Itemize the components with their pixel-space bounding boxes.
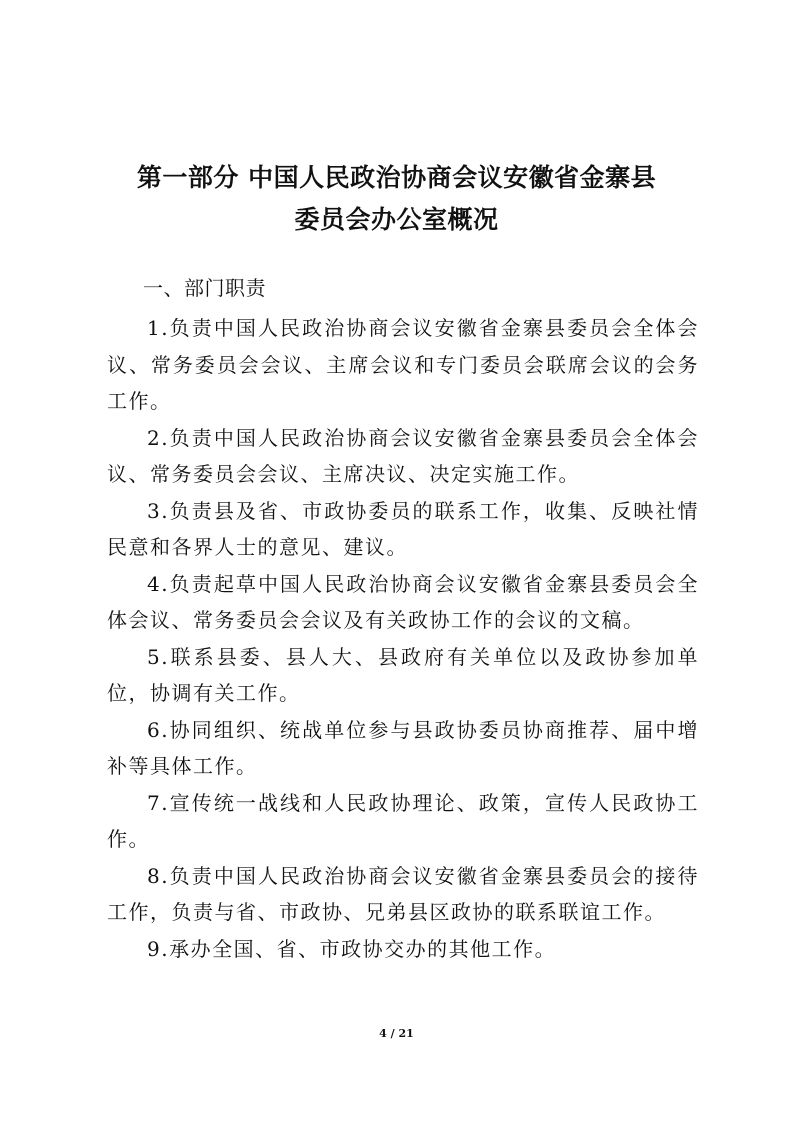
- responsibility-item-9: 9.承办全国、省、市政协交办的其他工作。: [147, 936, 557, 961]
- responsibility-item-2: 2.负责中国人民政治协商会议安徽省金寨县委员会全体会议、常务委员会会议、主席决议、决定实施工作。: [107, 425, 699, 486]
- document-title-line-2: 委员会办公室概况: [294, 205, 499, 234]
- page-number: 4 / 21: [379, 1027, 414, 1040]
- responsibility-item-4: 4.负责起草中国人民政治协商会议安徽省金寨县委员会全体会议、常务委员会会议及有关政协工作的会议的文稿。: [107, 571, 699, 632]
- responsibility-item-5: 5.联系县委、县人大、县政府有关单位以及政协参加单位，协调有关工作。: [107, 644, 699, 705]
- responsibility-item-3: 3.负责县及省、市政协委员的联系工作，收集、反映社情民意和各界人士的意见、建议。: [107, 498, 699, 559]
- document-title-line-1: 第一部分 中国人民政治协商会议安徽省金寨县: [136, 163, 657, 192]
- responsibility-item-7: 7.宣传统一战线和人民政协理论、政策，宣传人民政协工作。: [107, 790, 699, 851]
- responsibilities-list: [107, 310, 699, 967]
- responsibility-item-6: 6.协同组织、统战单位参与县政协委员协商推荐、届中增补等具体工作。: [107, 717, 699, 778]
- responsibility-item-8: 8.负责中国人民政治协商会议安徽省金寨县委员会的接待工作，负责与省、市政协、兄弟县区政协的联系联谊工作。: [107, 863, 699, 924]
- responsibility-item-1: 1.负责中国人民政治协商会议安徽省金寨县委员会全体会议、常务委员会会议、主席会议和专门委员会联席会议的会务工作。: [107, 316, 699, 413]
- section-heading: 一、部门职责: [143, 276, 266, 300]
